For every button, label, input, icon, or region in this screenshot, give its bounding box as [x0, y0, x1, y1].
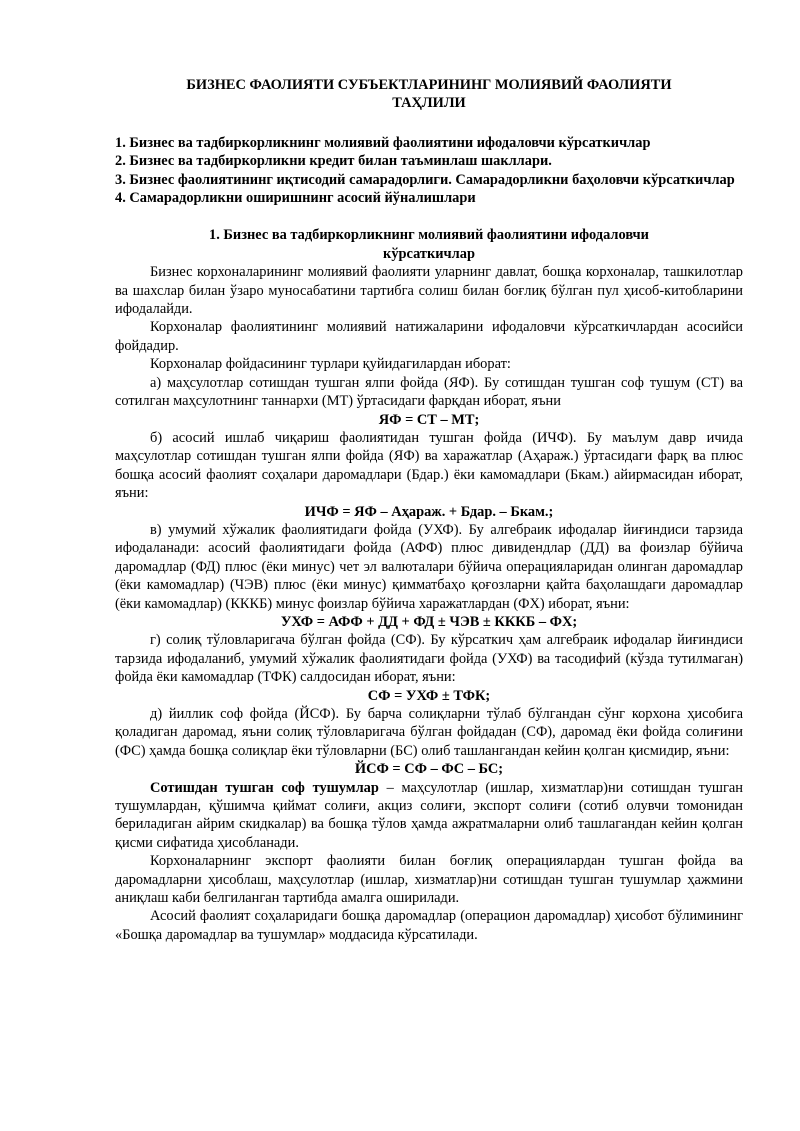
term-definition: – маҳсулотлар (ишлар, хизматлар)ни сотишдан тушган тушумлардан, қўшимча қиймат солиғи, акциз солиғи, экспорт солиғи (сотиб олувчи томонидан бериладиган айрим скидкалар) ва бошқа тўлов ҳамда ажратмаларни олиб ташлагандан кейин қолган қисми сифатида ҳисобланади.: [115, 779, 743, 851]
document-title: [115, 76, 743, 113]
paragraph: [115, 779, 743, 853]
paragraph: а) маҳсулотлар сотишдан тушган ялпи фойда (ЯФ). Бу сотишдан тушган соф тушум (СТ) ва сотилган маҳсулотнинг таннархи (МТ) ўртасидаги фарқдан иборат, яъни: [115, 374, 743, 410]
paragraph: Корхоналар фойдасининг турлари қуйидагилардан иборат:: [150, 356, 511, 373]
section-heading-line-1: 1. Бизнес ва тадбиркорликнинг молиявий фаолиятини ифодаловчи: [209, 227, 649, 244]
paragraph: Асосий фаолият соҳаларидаги бошқа даромадлар (операцион даромадлар) ҳисобот бўлимининг «Бошқа даромадлар ва тушумлар» моддасида кўрсатилади.: [115, 908, 743, 943]
toc-item: 2. Бизнес ва тадбиркорликни кредит билан таъминлаш шакллари.: [115, 153, 552, 170]
formula: ЙСФ = СФ – ФС – БС;: [354, 761, 504, 778]
table-of-contents: [115, 134, 743, 208]
formula: УХФ = АФФ + ДД + ФД ± ЧЭВ ± КККБ – ФХ;: [280, 613, 578, 630]
title-line-2: ТАҲЛИЛИ: [392, 95, 466, 112]
toc-item: 4. Самарадорликни оширишнинг асосий йўналишлари: [115, 190, 476, 207]
paragraph: Корхоналарнинг экспорт фаолияти билан боғлиқ операциялардан тушган фойда ва даромадларни ҳисоблаш, маҳсулотлар (ишлар, хизматлар)ни сотишдан тушган тушумлар ҳажмини аниқлаш каби белгиланган тартибда амалга оширилади.: [115, 853, 743, 907]
term-bold: Сотишдан тушган соф тушумлар: [150, 779, 379, 796]
formula: ЯФ = СТ – МТ;: [378, 411, 480, 428]
paragraph: в) умумий хўжалик фаолиятидаги фойда (УХФ). Бу алгебраик ифодалар йиғиндиси тарзида ифодаланади: асосий фаолиятидаги фойда (АФФ) плюс дивидендлар (ДД) ва фоизлар бўйича даромадлар (ФД) плюс (ёки минус) чет эл валюталари бўйича операцияларидан олинган даромадлар (ёки камомадлар) (ЧЭВ) плюс (ёки минус) қимматбаҳо қоғозларни қайта баҳолашдаги даромадлар (ёки камомадлар) (КККБ) минус фоизлар бўйича харажатлардан (ФХ) иборат, яъни:: [115, 521, 743, 612]
paragraph: г) солиқ тўловларигача бўлган фойда (СФ). Бу кўрсаткич ҳам алгебраик ифодалар йиғиндиси тарзида ифодаланиб, умумий хўжалик фаолиятидаги фойда (УХФ) ва тасодифий (кўзда тутилмаган) фойда ёки камомадлар (ТФК) салдосидан иборат, яъни:: [115, 632, 743, 686]
formula: СФ = УХФ ± ТФК;: [367, 687, 491, 704]
title-line-1: БИЗНЕС ФАОЛИЯТИ СУБЪЕКТЛАРИНИНГ МОЛИЯВИЙ ФАОЛИЯТИ: [186, 77, 672, 93]
toc-item: 1. Бизнес ва тадбиркорликнинг молиявий фаолиятини ифодаловчи кўрсаткичлар: [115, 134, 651, 151]
paragraph: б) асосий ишлаб чиқариш фаолиятидан тушган фойда (ИЧФ). Бу маълум давр ичида маҳсулотлар сотишдан тушган ялпи фойда (ЯФ) ва харажатлар (Аҳараж.) ўртасидаги фарқ ва плюс бошқа асосий фаолият соҳалари даромадлари (Бдар.) ёки камомадлари (Бкам.) айирмасидан иборат, яъни:: [115, 429, 743, 502]
paragraph: Корхоналар фаолиятининг молиявий натижаларини ифодаловчи кўрсаткичлардан асосийси фойдадир.: [115, 319, 743, 354]
section-heading-line-2: кўрсаткичлар: [383, 245, 475, 262]
paragraph: д) йиллик соф фойда (ЙСФ). Бу барча солиқларни тўлаб бўлгандан сўнг корхона ҳисобига қоладиган даромад, яъни солиқ тўловларигача бўлган фойдадан (СФ), даромад ёки фойда солиғини (ФС) ҳамда бошқа солиқлар ёки тўловларни (БС) олиб ташлангандан кейин қолган қисмидир, яъни:: [115, 706, 743, 759]
paragraph: Бизнес корхоналарининг молиявий фаолияти уларнинг давлат, бошқа корхоналар, ташкилотлар ва шахслар билан ўзаро муносабатини тартибга солиш билан боғлиқ бўлган пул ҳисоб-китобларини ифодалайди.: [115, 264, 743, 318]
formula: ИЧФ = ЯФ – Аҳараж. + Бдар. – Бкам.;: [304, 503, 554, 520]
section-heading: [115, 226, 743, 263]
toc-item: 3. Бизнес фаолиятининг иқтисодий самарадорлиги. Самарадорликни баҳоловчи кўрсаткичлар: [115, 171, 735, 188]
document-page: [115, 76, 743, 944]
